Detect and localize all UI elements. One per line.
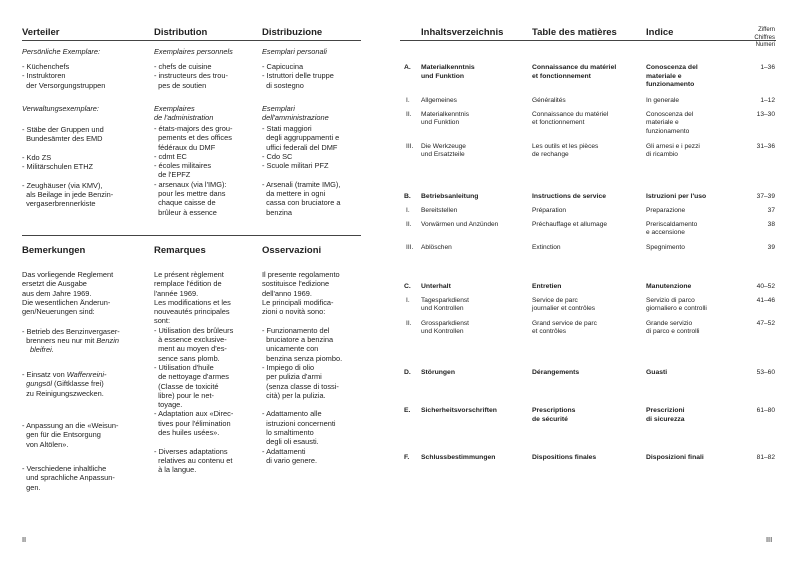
toc-row-letter: B. [404,193,411,200]
remarques-heading: Remarques [154,245,206,256]
distribution-items2: - états-majors des grou- pements et des offices fédéraux du DMF - cdmt EC - écoles militaires de l'EPFZ - arsenaux (via l'IMG): pour les mettre dans chaque caisse de brûleur à essence [154,124,233,217]
toc-row-letter: II. [406,320,412,327]
toc-row-de: Schlussbestimmungen [421,454,496,461]
toc-row-letter: E. [404,407,411,414]
toc-row-it: Preparazione [646,207,686,214]
verteiler-heading: Verteiler [22,27,60,38]
toc-row-numbers: 81–82 [756,454,775,461]
toc-row-fr: Dispositions finales [532,454,597,461]
distribution-sub1: Exemplaires personnels [154,47,233,56]
distribuzione-sub2: Esemplari dell'amministrazione [262,104,329,123]
toc-row-de: Materialkenntnis und Funktion [421,64,475,80]
toc-row-de: Bereitstellen [421,207,458,214]
page-number-left: II [22,535,27,544]
toc-row-letter: F. [404,454,410,461]
distribuzione-items2: - Stati maggiori degli aggruppamenti e uffici federali del DMF - Cdo SC - Scuole militari PFZ - Arsenali (tramite IMG), da mettere in ogni cassa con bruciatore a benzina [262,124,341,217]
toc-row-letter: II. [406,111,412,118]
toc-row-numbers: 61–80 [756,407,775,414]
distribuzione-heading: Distribuzione [262,27,323,38]
toc-row-it: Disposizioni finali [646,454,704,461]
toc-row-letter: C. [404,283,411,290]
toc-row-it: Istruzioni per l'uso [646,193,707,200]
toc-row-numbers: 31–36 [756,143,775,150]
toc-row-it: Conoscenza del materiale e funzionamento [646,111,694,135]
toc-heading-it: Indice [646,27,674,38]
toc-row-letter: I. [406,97,410,104]
toc-row-letter: II. [406,221,412,228]
toc-row-numbers: 39 [767,244,775,251]
toc-row-fr: Service de parc journalier et contrôles [532,297,596,313]
toc-row-de: Sicherheitsvorschriften [421,407,497,414]
toc-row-letter: III. [406,143,414,150]
bemerkungen-bullet-2: - Einsatz von Waffenreini- gungsöl (Giftklasse frei) zu Reinigungszwecken. [22,370,107,398]
toc-row-it: Spegnimento [646,244,685,251]
toc-row-it: Guasti [646,369,668,376]
osservazioni-heading: Osservazioni [262,245,322,256]
toc-top-rule [400,40,776,41]
distribution-sub2: Exemplaires de l'administration [154,104,214,123]
toc-row-it: In generale [646,97,679,104]
toc-row-de: Ablöschen [421,244,452,251]
verteiler-items1: - Küchenchefs - Instruktoren der Versorgungstruppen [22,62,106,90]
toc-row-fr: Connaissance du matériel et fonctionnement [532,64,617,80]
toc-row-letter: I. [406,297,410,304]
distribuzione-sub1: Esemplari personali [262,47,327,56]
toc-row-it: Servizio di parco giornaliero e controlli [646,297,707,313]
toc-row-fr: Préparation [532,207,567,214]
toc-heading-num: Ziffern Chiffres Numeri [754,27,775,48]
toc-row-numbers: 41–46 [756,297,775,304]
toc-row-fr: Dérangements [532,369,580,376]
toc-row-it: Manutenzione [646,283,692,290]
bemerkungen-bullet-4: - Verschiedene inhaltliche und sprachliche Anpassun- gen. [22,464,115,492]
toc-row-de: Materialkenntnis und Funktion [421,111,470,127]
toc-row-de: Allgemeines [421,97,457,104]
distribution-heading: Distribution [154,27,208,38]
page-number-right: III [766,535,773,544]
toc-row-fr: Extinction [532,244,561,251]
toc-row-letter: I. [406,207,410,214]
toc-row-fr: Entretien [532,283,562,290]
bemerkungen-bullet-1: - Betrieb des Benzinvergaser- brenners neu nur mit Benzin [22,327,120,346]
top-rule [22,40,361,41]
middle-rule [22,235,361,236]
toc-row-fr: Les outils et les pièces de rechange [532,143,599,159]
toc-row-it: Gli arnesi e i pezzi di ricambio [646,143,700,159]
toc-row-de: Tagesparkdienst und Kontrollen [421,297,470,313]
toc-row-numbers: 1–36 [760,64,775,71]
toc-heading-fr: Table des matières [532,27,617,38]
toc-row-it: Conoscenza del materiale e funzionamento [646,64,698,89]
toc-row-numbers: 37 [767,207,775,214]
toc-row-fr: Prescriptions de sécurité [532,407,576,423]
toc-row-numbers: 13–30 [756,111,775,118]
toc-row-fr: Grand service de parc et contrôles [532,320,597,336]
bemerkungen-heading: Bemerkungen [22,245,86,256]
toc-row-fr: Instructions de service [532,193,607,200]
bemerkungen-bullet-3: - Anpassung an die «Weisun- gen für die Entsorgung von Altölen». [22,421,119,449]
verteiler-sub1: Persönliche Exemplare: [22,47,101,56]
toc-row-fr: Préchauffage et allumage [532,221,608,228]
toc-row-numbers: 38 [767,221,775,228]
toc-row-de: Unterhalt [421,283,451,290]
toc-row-it: Grande servizio di parco e controlli [646,320,700,336]
toc-row-fr: Connaissance du matériel et fonctionnement [532,111,609,127]
toc-row-numbers: 1–12 [760,97,775,104]
remarques-text: Le présent règlement remplace l'édition de l'année 1969. Les modifications et les nouveautés principales sont: - Utilisation des brûleurs à essence exclusive- ment au moyen d'es- sence sans plomb. - Utilisation d'huile de nettoyage d'armes (Classe de toxicité libre) pour le net- toyage. - Adaptation aux «Direc- tives pour l'élimination des huiles usées». - Diverses adaptations relatives au contenu et à la langue. [154,270,234,475]
toc-row-letter: D. [404,369,411,376]
verteiler-sub2: Verwaltungsexemplare: [22,104,99,113]
toc-row-letter: A. [404,64,411,71]
distribution-items1: - chefs de cuisine - instructeurs des trou- pes de soutien [154,62,228,90]
toc-row-de: Die Werkzeuge und Ersatzteile [421,143,466,159]
toc-row-numbers: 53–60 [756,369,775,376]
distribuzione-items1: - Capicucina - Istruttori delle truppe di sostegno [262,62,334,90]
toc-row-de: Störungen [421,369,455,376]
osservazioni-text: Il presente regolamento sostituisce l'edizione dell'anno 1969. Le principali modifica- zioni o novità sono: - Funzionamento del bruciatore a benzina unicamente con benzina senza piombo. - Impiego di olio per pulizia d'armi (senza classe di tossi- cità) per la pulizia. - Adattamento alle istruzioni concernenti lo smaltimento degli oli esausti. - Adattamenti di vario genere. [262,270,343,465]
toc-row-letter: III. [406,244,414,251]
toc-row-de: Grossparkdienst und Kontrollen [421,320,470,336]
toc-row-fr: Généralités [532,97,566,104]
bemerkungen-bullet-1-end: bleifrei. [30,345,54,354]
toc-row-numbers: 47–52 [756,320,775,327]
toc-heading-de: Inhaltsverzeichnis [421,27,504,38]
toc-row-numbers: 40–52 [756,283,775,290]
toc-row-de: Betriebsanleitung [421,193,479,200]
toc-row-de: Vorwärmen und Anzünden [421,221,499,228]
toc-row-it: Prescrizioni di sicurezza [646,407,685,423]
bemerkungen-text: Das vorliegende Reglement ersetzt die Ausgabe aus dem Jahre 1969. Die wesentlichen Änderun- gen/Neuerungen sind: [22,270,114,317]
verteiler-items2: - Stäbe der Gruppen und Bundesämter des EMD - Kdo ZS - Militärschulen ETHZ - Zeughäuser (via KMV), als Beilage in jede Benzin- vergaserbrennerkiste [22,125,114,209]
toc-row-numbers: 37–39 [756,193,775,200]
toc-row-it: Preriscaldamento e accensione [646,221,698,237]
